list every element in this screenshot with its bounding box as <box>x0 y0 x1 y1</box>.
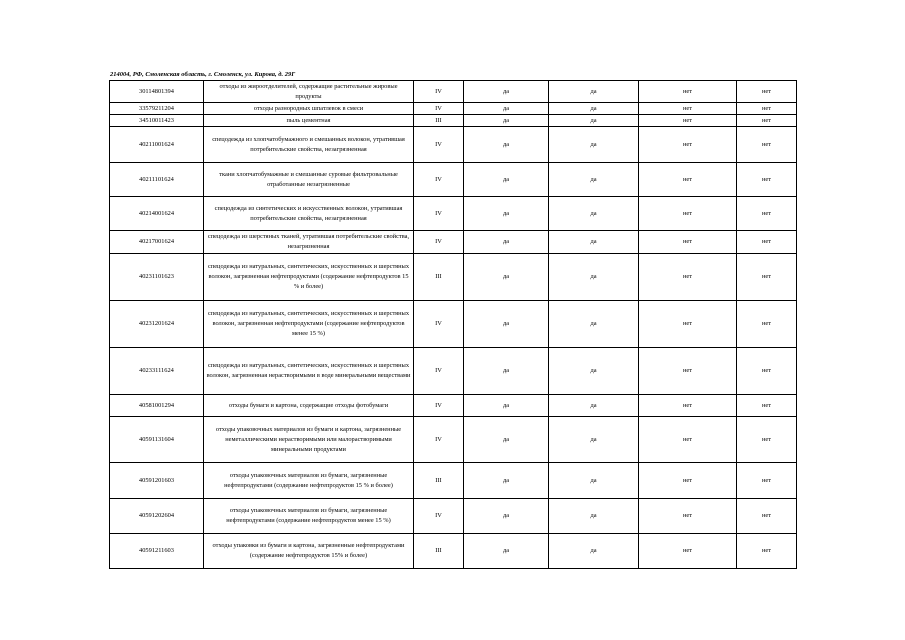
flag-cell-b: да <box>549 499 639 534</box>
flag-cell-c: нет <box>639 163 737 197</box>
flag-cell-c: нет <box>639 348 737 395</box>
table-row <box>110 103 797 115</box>
table-row <box>110 463 797 499</box>
flag-cell-a: да <box>464 499 549 534</box>
table-row <box>110 348 797 395</box>
waste-code-cell: 40233111624 <box>110 348 204 395</box>
waste-name-cell: ткани хлопчатобумажные и смешанные суровые фильтровальные отработанные незагрязненные <box>204 163 414 197</box>
hazard-class-cell: IV <box>414 163 464 197</box>
flag-cell-a: да <box>464 231 549 254</box>
table-row <box>110 417 797 463</box>
waste-table-body <box>110 81 797 569</box>
flag-cell-a: да <box>464 254 549 301</box>
hazard-class-cell: IV <box>414 127 464 163</box>
flag-cell-c: нет <box>639 103 737 115</box>
flag-cell-b: да <box>549 81 639 103</box>
flag-cell-d: нет <box>737 417 797 463</box>
flag-cell-a: да <box>464 348 549 395</box>
hazard-class-cell: IV <box>414 231 464 254</box>
waste-name-cell: спецодежда из натуральных, синтетических, искусственных и шерстяных волокон, загрязненная нерастворимыми в воде минеральными веществами <box>204 348 414 395</box>
flag-cell-a: да <box>464 81 549 103</box>
table-row <box>110 395 797 417</box>
waste-name-cell: спецодежда из шерстяных тканей, утратившая потребительские свойства, незагрязненная <box>204 231 414 254</box>
waste-code-cell: 40581001294 <box>110 395 204 417</box>
flag-cell-c: нет <box>639 127 737 163</box>
waste-code-cell: 40591201603 <box>110 463 204 499</box>
waste-name-cell: спецодежда из хлопчатобумажного и смешанных волокон, утратившая потребительские свойства, незагрязненная <box>204 127 414 163</box>
flag-cell-c: нет <box>639 463 737 499</box>
flag-cell-c: нет <box>639 417 737 463</box>
flag-cell-a: да <box>464 163 549 197</box>
flag-cell-b: да <box>549 231 639 254</box>
hazard-class-cell: IV <box>414 103 464 115</box>
waste-name-cell: пыль цементная <box>204 115 414 127</box>
table-row <box>110 254 797 301</box>
hazard-class-cell: III <box>414 534 464 569</box>
flag-cell-a: да <box>464 197 549 231</box>
flag-cell-b: да <box>549 417 639 463</box>
waste-name-cell: спецодежда из натуральных, синтетических, искусственных и шерстяных волокон, загрязненная нефтепродуктами (содержание нефтепродуктов 15 % и более) <box>204 254 414 301</box>
flag-cell-a: да <box>464 301 549 348</box>
flag-cell-c: нет <box>639 81 737 103</box>
flag-cell-a: да <box>464 127 549 163</box>
flag-cell-d: нет <box>737 301 797 348</box>
flag-cell-b: да <box>549 115 639 127</box>
flag-cell-d: нет <box>737 499 797 534</box>
flag-cell-a: да <box>464 463 549 499</box>
hazard-class-cell: IV <box>414 417 464 463</box>
waste-name-cell: отходы упаковки из бумаги и картона, загрязненные нефтепродуктами (содержание нефтепродуктов 15% и более) <box>204 534 414 569</box>
flag-cell-b: да <box>549 348 639 395</box>
waste-name-cell: отходы разнородных шпатлевок в смеси <box>204 103 414 115</box>
waste-code-cell: 40231201624 <box>110 301 204 348</box>
waste-code-cell: 40217001624 <box>110 231 204 254</box>
waste-code-cell: 40211001624 <box>110 127 204 163</box>
waste-name-cell: отходы упаковочных материалов из бумаги и картона, загрязненные неметаллическими нерастворимыми или малорастворимыми минеральными продуктами <box>204 417 414 463</box>
waste-code-cell: 40211101624 <box>110 163 204 197</box>
flag-cell-d: нет <box>737 103 797 115</box>
hazard-class-cell: III <box>414 254 464 301</box>
flag-cell-d: нет <box>737 395 797 417</box>
flag-cell-b: да <box>549 127 639 163</box>
flag-cell-c: нет <box>639 231 737 254</box>
flag-cell-b: да <box>549 197 639 231</box>
flag-cell-b: да <box>549 103 639 115</box>
flag-cell-b: да <box>549 301 639 348</box>
hazard-class-cell: III <box>414 463 464 499</box>
flag-cell-a: да <box>464 534 549 569</box>
waste-code-cell: 40591131604 <box>110 417 204 463</box>
hazard-class-cell: IV <box>414 81 464 103</box>
waste-name-cell: спецодежда из натуральных, синтетических, искусственных и шерстяных волокон, загрязненная нефтепродуктами (содержание нефтепродуктов менее 15 %) <box>204 301 414 348</box>
table-row <box>110 197 797 231</box>
waste-code-cell: 40214001624 <box>110 197 204 231</box>
flag-cell-d: нет <box>737 163 797 197</box>
waste-name-cell: спецодежда из синтетических и искусственных волокон, утратившая потребительские свойства, незагрязненная <box>204 197 414 231</box>
flag-cell-d: нет <box>737 463 797 499</box>
table-row <box>110 163 797 197</box>
waste-code-cell: 40231101623 <box>110 254 204 301</box>
hazard-class-cell: IV <box>414 301 464 348</box>
hazard-class-cell: III <box>414 115 464 127</box>
table-row <box>110 534 797 569</box>
hazard-class-cell: IV <box>414 395 464 417</box>
table-row <box>110 115 797 127</box>
flag-cell-d: нет <box>737 115 797 127</box>
flag-cell-c: нет <box>639 499 737 534</box>
flag-cell-a: да <box>464 417 549 463</box>
flag-cell-b: да <box>549 463 639 499</box>
waste-name-cell: отходы упаковочных материалов из бумаги, загрязненные нефтепродуктами (содержание нефтепродуктов 15 % и более) <box>204 463 414 499</box>
table-row <box>110 301 797 348</box>
flag-cell-b: да <box>549 395 639 417</box>
flag-cell-c: нет <box>639 197 737 231</box>
waste-code-cell: 40591211603 <box>110 534 204 569</box>
waste-code-cell: 30114801394 <box>110 81 204 103</box>
address-header: 214004, РФ, Смоленская область, г. Смоленск, ул. Кирова, д. 29Г <box>110 71 296 78</box>
waste-name-cell: отходы упаковочных материалов из бумаги, загрязненные нефтепродуктами (содержание нефтепродуктов менее 15 %) <box>204 499 414 534</box>
table-row <box>110 127 797 163</box>
hazard-class-cell: IV <box>414 197 464 231</box>
flag-cell-b: да <box>549 163 639 197</box>
table-row <box>110 499 797 534</box>
waste-name-cell: отходы бумаги и картона, содержащие отходы фотобумаги <box>204 395 414 417</box>
table-row <box>110 81 797 103</box>
hazard-class-cell: IV <box>414 348 464 395</box>
flag-cell-d: нет <box>737 534 797 569</box>
waste-name-cell: отходы из жироотделителей, содержащие растительные жировые продукты <box>204 81 414 103</box>
waste-code-cell: 33579211204 <box>110 103 204 115</box>
flag-cell-a: да <box>464 103 549 115</box>
waste-table <box>109 80 797 569</box>
table-row <box>110 231 797 254</box>
flag-cell-c: нет <box>639 395 737 417</box>
flag-cell-d: нет <box>737 348 797 395</box>
flag-cell-b: да <box>549 534 639 569</box>
flag-cell-c: нет <box>639 534 737 569</box>
flag-cell-c: нет <box>639 301 737 348</box>
flag-cell-d: нет <box>737 81 797 103</box>
flag-cell-c: нет <box>639 115 737 127</box>
flag-cell-c: нет <box>639 254 737 301</box>
flag-cell-a: да <box>464 395 549 417</box>
flag-cell-d: нет <box>737 127 797 163</box>
waste-code-cell: 40591202604 <box>110 499 204 534</box>
flag-cell-d: нет <box>737 254 797 301</box>
flag-cell-d: нет <box>737 197 797 231</box>
flag-cell-a: да <box>464 115 549 127</box>
hazard-class-cell: IV <box>414 499 464 534</box>
flag-cell-d: нет <box>737 231 797 254</box>
flag-cell-b: да <box>549 254 639 301</box>
waste-code-cell: 34510011423 <box>110 115 204 127</box>
